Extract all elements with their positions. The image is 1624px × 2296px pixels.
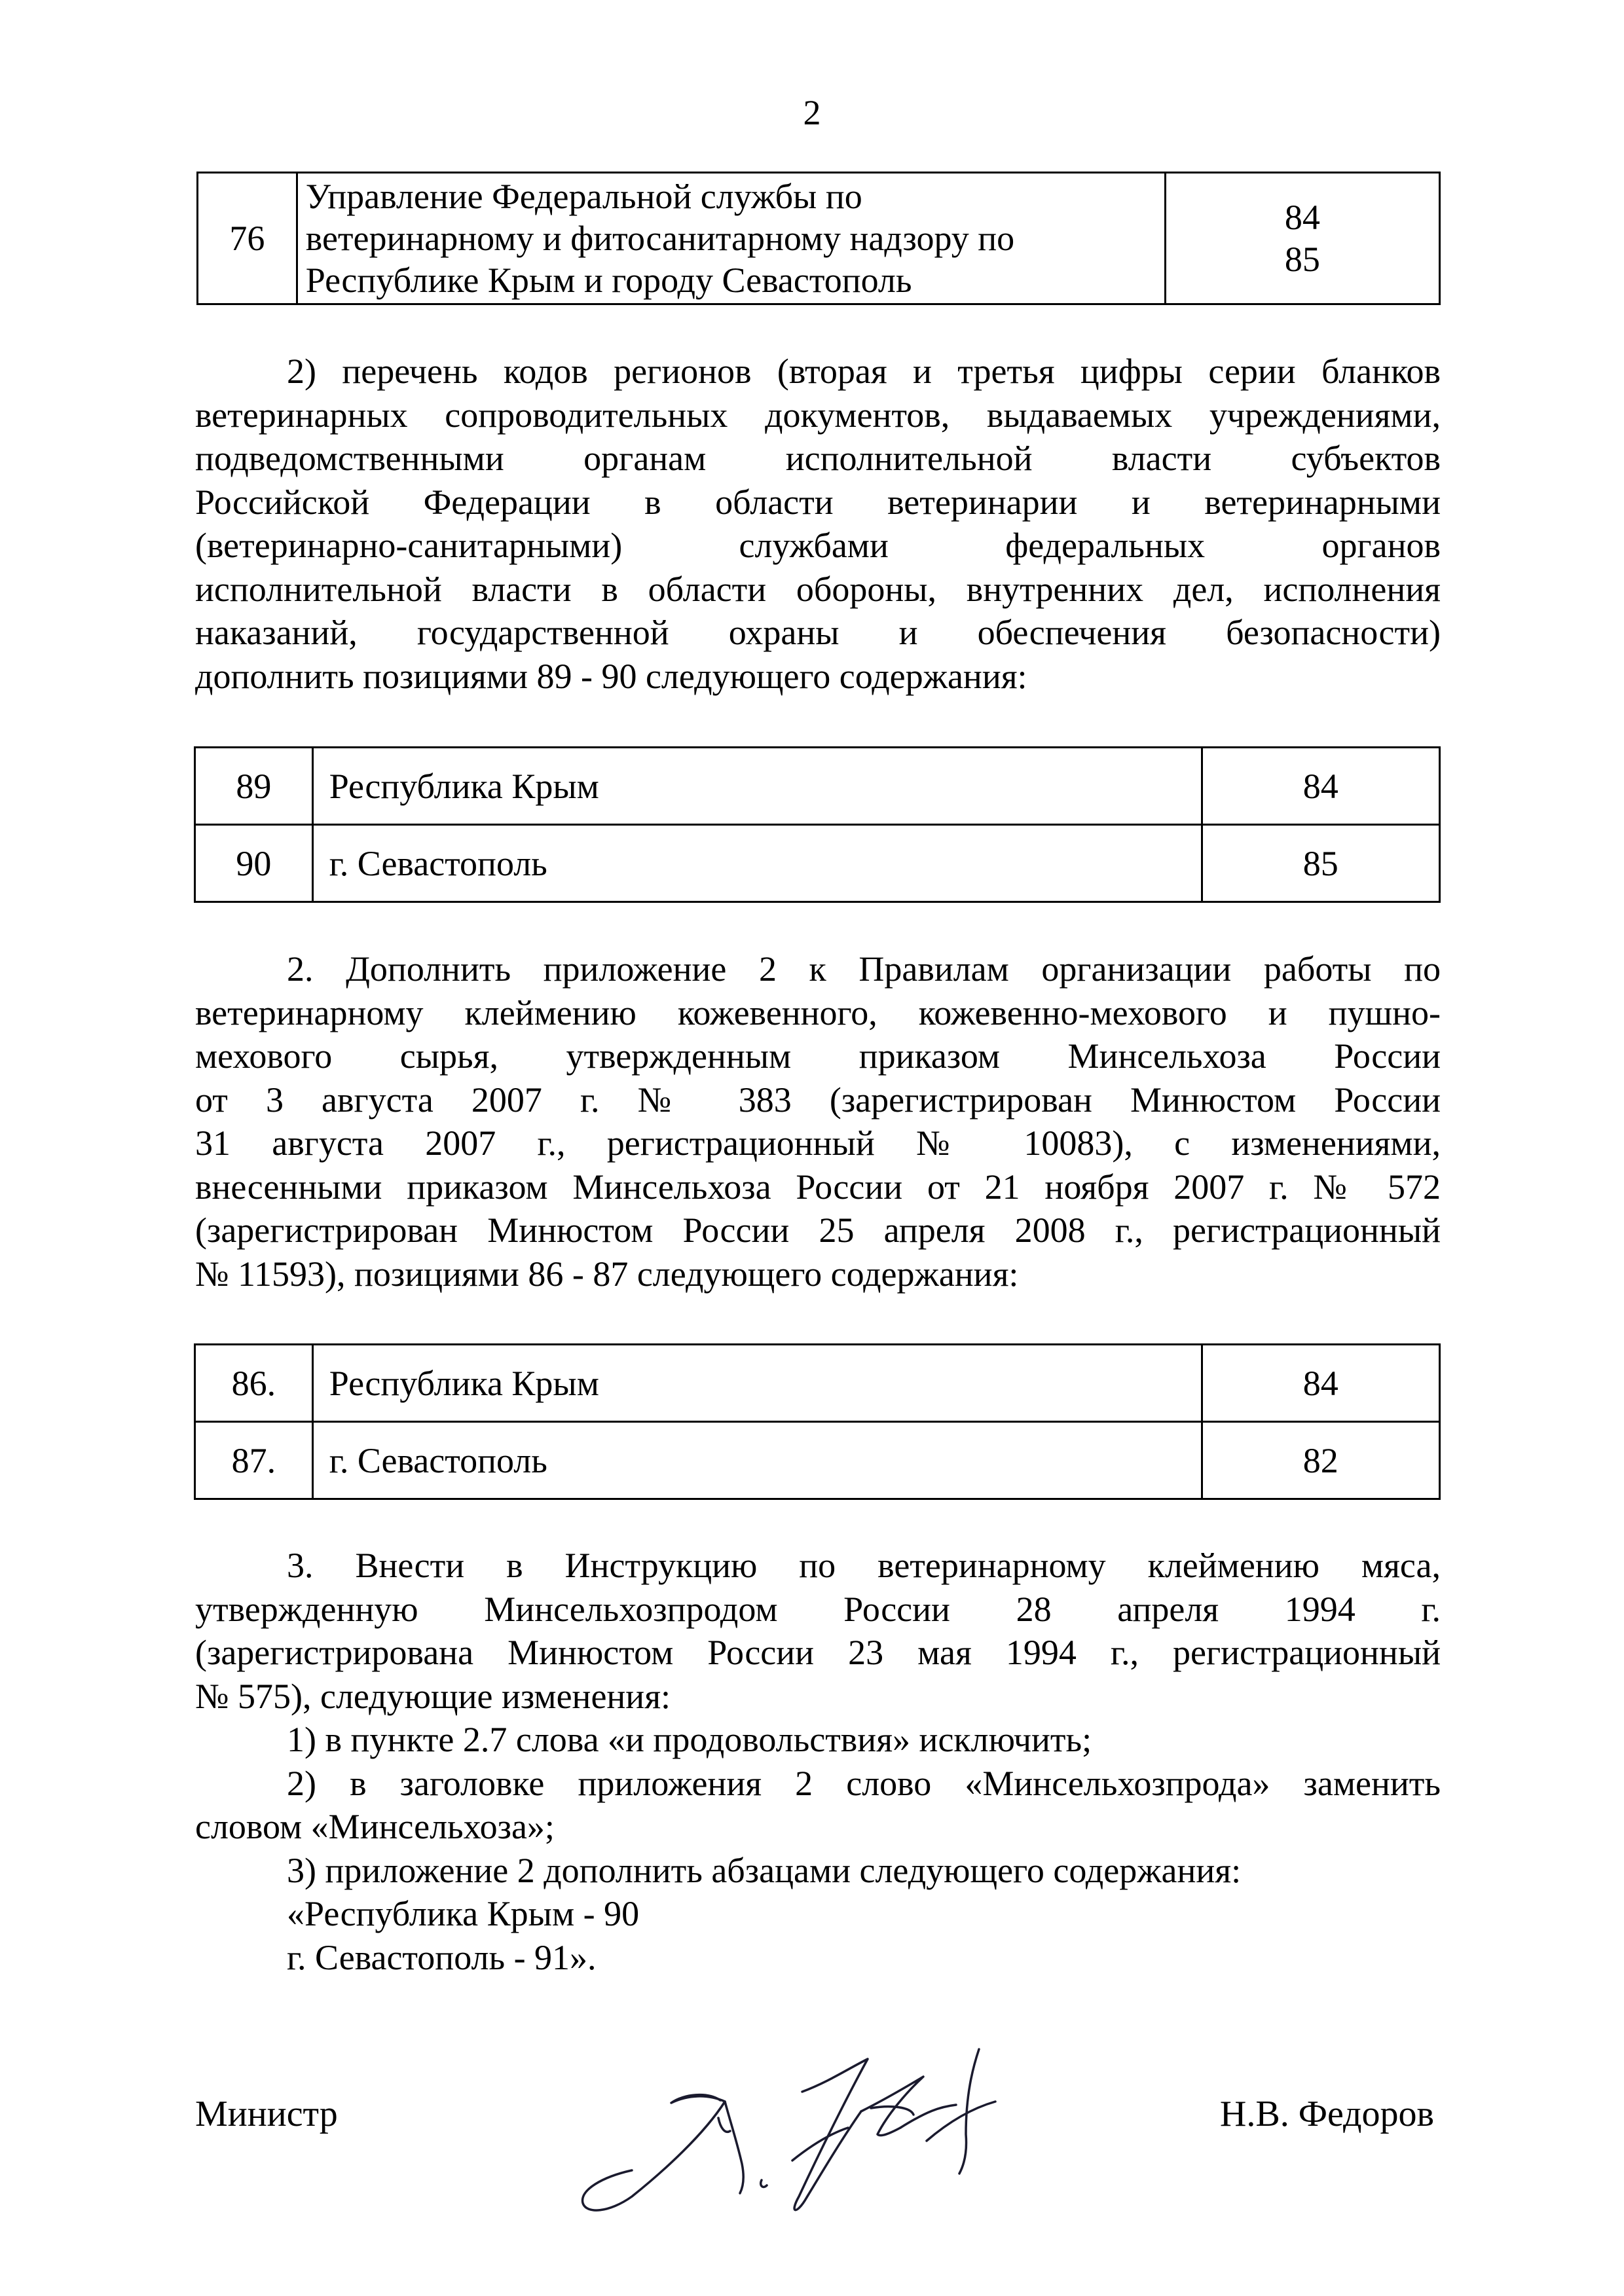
text-line: дополнить позициями 89 - 90 следующего содержания: xyxy=(195,656,1027,696)
agency-table xyxy=(196,172,1441,305)
row-number: 87. xyxy=(195,1422,313,1499)
agency-number: 76 xyxy=(198,173,297,304)
text-line: внесенными приказом Минсельхоза России от 21 ноября 2007 г. № 572 xyxy=(195,1167,1441,1207)
row-number: 86. xyxy=(195,1345,313,1422)
text-line: Российской Федерации в области ветеринарии и ветеринарными xyxy=(195,482,1441,522)
agency-name-line: ветеринарному и фитосанитарному надзору по xyxy=(305,219,1015,258)
agency-name-line: Управление Федеральной службы по xyxy=(305,177,862,216)
signatory-title: Министр xyxy=(195,2094,338,2134)
skins-table xyxy=(194,1343,1441,1500)
signatory-name: Н.В. Федоров xyxy=(1219,2094,1434,2134)
table-row xyxy=(195,1345,1440,1422)
agency-name xyxy=(297,173,1165,304)
row-name: г. Севастополь xyxy=(312,1422,1202,1499)
table-row xyxy=(195,1422,1440,1499)
page-number: 2 xyxy=(803,93,821,132)
agency-name-line: Республике Крым и городу Севастополь xyxy=(305,261,912,300)
row-name: г. Севастополь xyxy=(312,825,1202,902)
row-code: 84 xyxy=(1202,748,1439,825)
text-line: ветеринарному клеймению кожевенного, кожевенно-мехового и пушно- xyxy=(195,993,1441,1032)
table-row xyxy=(198,173,1440,304)
table-row xyxy=(195,748,1440,825)
regions-table xyxy=(194,746,1441,903)
row-code: 85 xyxy=(1202,825,1439,902)
text-line: ветеринарных сопроводительных документов, выдаваемых учреждениями, xyxy=(195,395,1441,435)
text-line: 2) перечень кодов регионов (вторая и третья цифры серии бланков xyxy=(287,352,1441,391)
text-line: утвержденную Минсельхозпродом России 28 апреля 1994 г. xyxy=(195,1589,1441,1629)
text-line: 3. Внести в Инструкцию по ветеринарному клеймению мяса, xyxy=(287,1546,1441,1585)
agency-codes xyxy=(1165,173,1439,304)
text-line: (ветеринарно-санитарными) службами федеральных органов xyxy=(195,526,1441,565)
paragraph-region-codes xyxy=(195,350,1441,698)
text-line: мехового сырья, утвержденным приказом Минсельхоза России xyxy=(195,1036,1441,1076)
row-code: 84 xyxy=(1202,1345,1439,1422)
text-line: 2. Дополнить приложение 2 к Правилам организации работы по xyxy=(287,949,1441,989)
text-line: от 3 августа 2007 г. № 383 (зарегистрирован Минюстом России xyxy=(195,1080,1441,1120)
row-number: 89 xyxy=(195,748,313,825)
text-line: (зарегистрирован Минюстом России 25 апреля 2008 г., регистрационный xyxy=(195,1211,1441,1250)
row-code: 82 xyxy=(1202,1422,1439,1499)
text-line: 31 августа 2007 г., регистрационный № 10083), с изменениями, xyxy=(195,1123,1441,1163)
text-line: подведомственными органам исполнительной власти субъектов xyxy=(195,439,1441,478)
row-name: Республика Крым xyxy=(312,1345,1202,1422)
text-line: № 11593), позициями 86 - 87 следующего содержания: xyxy=(195,1254,1019,1294)
paragraph-meat-instruction xyxy=(195,1544,1441,1979)
text-line: «Республика Крым - 90 xyxy=(287,1894,640,1933)
text-line: (зарегистрирована Минюстом России 23 мая 1994 г., регистрационный xyxy=(195,1633,1441,1672)
row-number: 90 xyxy=(195,825,313,902)
text-line: № 575), следующие изменения: xyxy=(195,1676,671,1716)
text-line: наказаний, государственной охраны и обеспечения безопасности) xyxy=(195,613,1441,652)
text-line: 3) приложение 2 дополнить абзацами следующего содержания: xyxy=(287,1850,1242,1890)
text-line: 2) в заголовке приложения 2 слово «Минсельхозпрода» заменить xyxy=(287,1763,1441,1803)
paragraph-skin-rules xyxy=(195,947,1441,1296)
agency-code: 85 xyxy=(1284,240,1320,279)
text-line: исполнительной власти в области обороны, внутренних дел, исполнения xyxy=(195,569,1441,609)
text-line: г. Севастополь - 91». xyxy=(287,1937,597,1977)
handwritten-signature xyxy=(573,2030,1071,2219)
row-name: Республика Крым xyxy=(312,748,1202,825)
table-row xyxy=(195,825,1440,902)
text-line: словом «Минсельхоза»; xyxy=(195,1807,555,1846)
text-line: 1) в пункте 2.7 слова «и продовольствия» исключить; xyxy=(287,1720,1092,1759)
agency-code: 84 xyxy=(1284,198,1320,237)
